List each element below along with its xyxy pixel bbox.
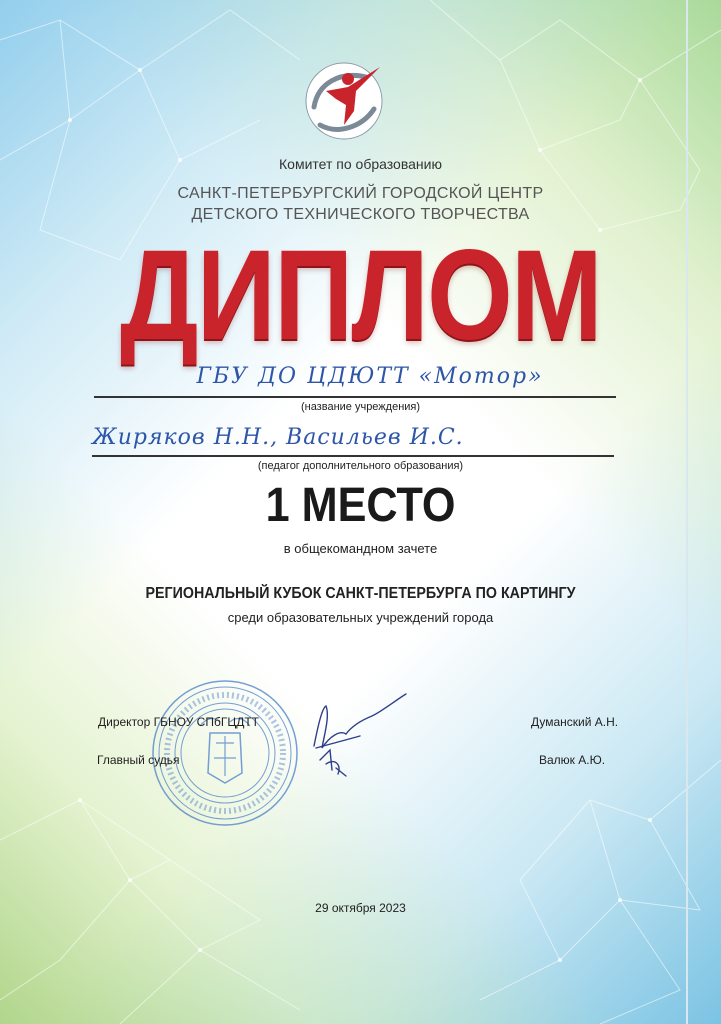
institution-handwritten: ГБУ ДО ЦДЮТТ «Мотор» <box>196 364 544 389</box>
director-name: Думанский А.Н. <box>531 715 619 729</box>
judge-label: Главный судья <box>97 753 180 767</box>
center-name <box>0 183 721 225</box>
award-date: 29 октября 2023 <box>315 901 406 915</box>
place-heading: 1 МЕСТО <box>265 479 456 532</box>
competition-title: РЕГИОНАЛЬНЫЙ КУБОК САНКТ-ПЕТЕРБУРГА ПО КАРТИНГУ <box>145 585 576 602</box>
teacher-handwritten: Жиряков Н.Н., Васильев И.С. <box>92 425 464 450</box>
page-edge-line <box>686 0 688 1024</box>
judge-name: Валюк А.Ю. <box>539 753 606 767</box>
director-signature <box>300 686 410 786</box>
center-name-line-2: ДЕТСКОГО ТЕХНИЧЕСКОГО ТВОРЧЕСТВА <box>191 206 530 223</box>
award-category: в общекомандном зачете <box>283 541 438 556</box>
teacher-underline <box>92 455 614 457</box>
institution-underline <box>94 396 616 398</box>
competition-audience: среди образовательных учреждений города <box>227 610 494 625</box>
committee-name: Комитет по образованию <box>279 156 442 172</box>
teacher-caption: (педагог дополнительного образования) <box>257 460 464 472</box>
runner-globe-logo-icon <box>296 55 396 147</box>
institution-caption: (название учреждения) <box>300 401 421 413</box>
diploma-title: ДИПЛОМ <box>120 224 601 367</box>
center-name-line-1: САНКТ-ПЕТЕРБУРГСКИЙ ГОРОДСКОЙ ЦЕНТР <box>177 185 544 202</box>
director-label: Директор ГБНОУ СПбГЦДТТ <box>98 715 259 729</box>
